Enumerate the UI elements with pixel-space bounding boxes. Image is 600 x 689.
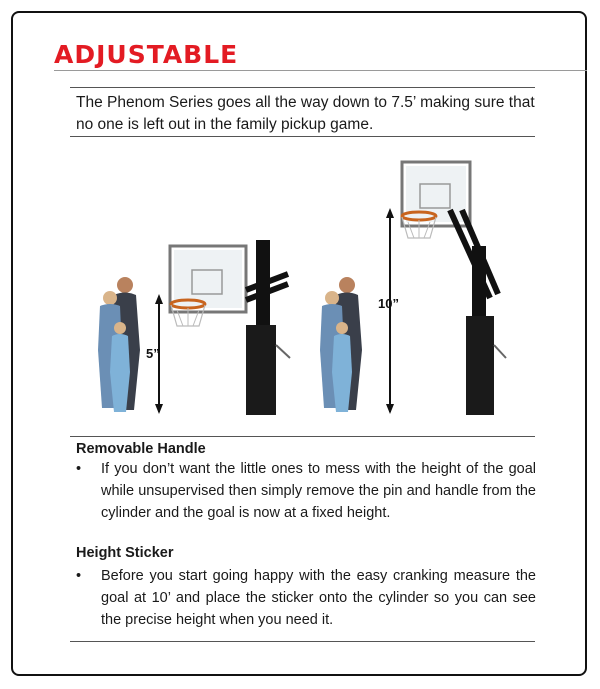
section-title-height-sticker: Height Sticker (76, 545, 174, 561)
sections-top-divider (70, 436, 535, 437)
bullet-marker: • (76, 568, 82, 584)
bullet-removable-handle (76, 458, 536, 524)
right-hoop (402, 162, 506, 415)
bullet-marker: • (76, 461, 82, 477)
intro-bottom-divider (70, 136, 535, 137)
sections-bottom-divider (70, 641, 535, 642)
right-measure-arrow (386, 208, 394, 414)
left-measure-label: 5” (146, 346, 160, 361)
bullet-text: Before you start going happy with the easy cranking measure the goal at 10’ and place the sticker onto the cylinder so you can see the precise height when you need it. (101, 568, 536, 628)
page-title: ADJUSTABLE (54, 40, 239, 69)
hoop-illustration (70, 150, 535, 430)
section-title-removable-handle: Removable Handle (76, 441, 206, 457)
left-hoop (170, 240, 290, 415)
right-measure-label: 10” (378, 296, 399, 311)
left-family-figure (98, 277, 140, 412)
bullet-text: If you don’t want the little ones to mess with the height of the goal while unsupervised then simply remove the pin and handle from the cylinder and the goal is now at a fixed height. (101, 461, 536, 521)
title-divider (54, 70, 587, 71)
right-family-figure (320, 277, 362, 412)
intro-text: The Phenom Series goes all the way down to 7.5’ making sure that no one is left out in the family pickup game. (76, 94, 535, 133)
intro-top-divider (70, 87, 535, 88)
bullet-height-sticker (76, 565, 536, 631)
